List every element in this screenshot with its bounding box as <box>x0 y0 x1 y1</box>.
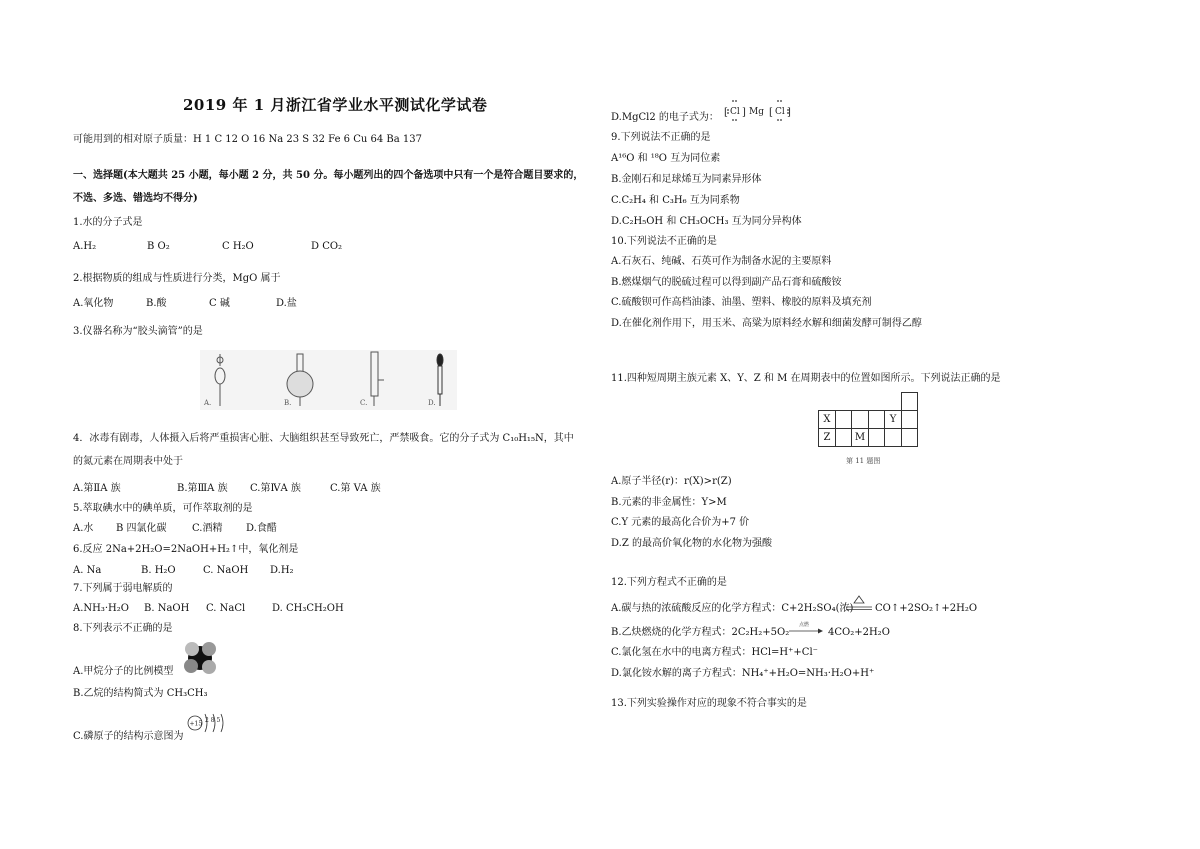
q11-option-c: C.Y 元素的最高化合价为+7 价 <box>611 517 750 528</box>
q12-stem: 12.下列方程式不正确的是 <box>611 577 727 588</box>
q6-stem: 6.反应 2Na+2H₂O=2NaOH+H₂↑中，氧化剂是 <box>73 544 299 555</box>
q7-option-c: C. NaCl <box>206 603 246 614</box>
svg-text:[: [ <box>724 107 728 118</box>
heat-condition-icon <box>845 595 873 613</box>
q1-option-a: A.H₂ <box>73 241 97 252</box>
q11-option-a: A.原子半径(r)：r(X)>r(Z) <box>611 476 732 487</box>
q12-option-b-left: B.乙炔燃烧的化学方程式：2C₂H₂+5O₂ <box>611 627 790 638</box>
pt-cell-x: X <box>819 411 836 429</box>
atom-nucleus-label: +15 <box>189 720 203 728</box>
q8-option-b: B.乙烷的结构简式为 CH₃CH₃ <box>73 688 208 699</box>
q2-stem: 2.根据物质的组成与性质进行分类，MgO 属于 <box>73 273 281 284</box>
mgcl2-electron-formula <box>723 98 793 122</box>
q1-stem: 1.水的分子式是 <box>73 217 143 228</box>
phosphorus-atom-diagram <box>186 710 230 736</box>
q1-option-c: C H₂O <box>222 241 254 252</box>
pt-cell-y: Y <box>885 411 902 429</box>
q3-instruments-figure <box>200 350 457 410</box>
q11-figure-caption: 第 11 题图 <box>846 457 881 465</box>
q7-option-d: D. CH₃CH₂OH <box>272 603 344 614</box>
q7-stem: 7.下列属于弱电解质的 <box>73 583 173 594</box>
mg-label: Mg <box>749 107 764 117</box>
q11-option-b: B.元素的非金属性：Y>M <box>611 497 727 508</box>
q5-stem: 5.萃取碘水中的碘单质，可作萃取剂的是 <box>73 503 253 514</box>
q6-option-a: A. Na <box>73 565 102 576</box>
q9-option-d: D.C₂H₅OH 和 CH₃OCH₃ 互为同分异构体 <box>611 216 802 227</box>
pt-cell-m: M <box>851 429 868 447</box>
q6-option-c: C. NaOH <box>203 565 249 576</box>
q4-option-d: C.第 VA 族 <box>330 483 381 494</box>
pipette-a-icon <box>215 354 225 406</box>
q5-option-b: B 四氯化碳 <box>116 523 167 534</box>
q11-periodic-table-figure <box>818 392 918 468</box>
dropper-d-icon <box>437 354 443 406</box>
q12-option-d: D.氯化铵水解的离子方程式：NH₄⁺+H₂O=NH₃·H₂O+H⁺ <box>611 668 875 679</box>
section-heading-line1: 一、选择题(本大题共 25 小题，每小题 2 分，共 50 分。每小题列出的四个备选项中只有一个是符合题目要求的， <box>73 170 584 181</box>
q2-option-a: A.氧化物 <box>73 298 114 309</box>
q4-option-c: C.第ⅣA 族 <box>250 483 301 494</box>
section-heading-line2: 不选、多选、错选均不得分) <box>73 193 198 204</box>
q8-option-c: C.磷原子的结构示意图为 <box>73 731 184 742</box>
q6-option-b: B. H₂O <box>141 565 176 576</box>
q12-option-b-right: 4CO₂+2H₂O <box>828 627 890 638</box>
page-title: 2019 年 1 月浙江省学业水平测试化学试卷 <box>183 96 488 114</box>
q1-option-d: D CO₂ <box>311 241 343 252</box>
q7-option-a: A.NH₃·H₂O <box>73 603 129 614</box>
q2-option-d: D.盐 <box>276 298 297 309</box>
q1-option-b: B O₂ <box>147 241 170 252</box>
pt-cell <box>901 393 917 411</box>
svg-text:]: ] <box>742 107 746 118</box>
q10-option-b: B.燃煤烟气的脱硫过程可以得到副产品石膏和硫酸铵 <box>611 277 842 288</box>
q8-option-d: D.MgCl2 的电子式为： <box>611 112 719 123</box>
q9-stem: 9.下列说法不正确的是 <box>611 132 711 143</box>
svg-text:[: [ <box>769 107 773 118</box>
q11-stem: 11.四种短周期主族元素 X、Y、Z 和 M 在周期表中的位置如图所示。下列说法正确的是 <box>611 373 1001 384</box>
cl-right-label: Cl <box>775 107 785 117</box>
q4-option-b: B.第ⅢA 族 <box>177 483 228 494</box>
cl-left-label: Cl <box>730 107 740 117</box>
q8-stem: 8.下列表示不正确的是 <box>73 623 173 634</box>
q5-option-c: C.酒精 <box>192 523 223 534</box>
q13-stem: 13.下列实验操作对应的现象不符合事实的是 <box>611 698 807 709</box>
q12-option-a-left: A.碳与热的浓硫酸反应的化学方程式：C+2H₂SO₄(浓) <box>611 603 854 614</box>
q3-label-a: A. <box>204 399 212 407</box>
q10-option-d: D.在催化剂作用下，用玉米、高粱为原料经水解和细菌发酵可制得乙醇 <box>611 318 922 329</box>
q7-option-b: B. NaOH <box>144 603 190 614</box>
svg-text:]: ] <box>787 107 791 118</box>
q5-option-a: A.水 <box>73 523 94 534</box>
burette-c-icon <box>371 352 384 406</box>
q11-option-d: D.Z 的最高价氧化物的水化物为强酸 <box>611 538 772 549</box>
q3-label-b: B. <box>284 399 292 407</box>
q10-stem: 10.下列说法不正确的是 <box>611 236 717 247</box>
ignite-condition-label: 点燃 <box>799 622 810 628</box>
q3-label-d: D. <box>428 399 436 407</box>
q5-option-d: D.食醋 <box>246 523 277 534</box>
q2-option-c: C 碱 <box>209 298 230 309</box>
q9-option-c: C.C₂H₄ 和 C₃H₆ 互为同系物 <box>611 195 740 206</box>
q12-option-c: C.氯化氢在水中的电离方程式：HCl=H⁺+Cl⁻ <box>611 647 818 658</box>
pt-cell-z: Z <box>819 429 836 447</box>
atomic-masses: 可能用到的相对原子质量：H 1 C 12 O 16 Na 23 S 32 Fe 6 Cu 64 Ba 137 <box>73 134 422 145</box>
atom-shell-label: 2 8 5 <box>205 717 221 724</box>
q4-stem-line2: 的氮元素在周期表中处于 <box>73 456 183 467</box>
q2-option-b: B.酸 <box>146 298 167 309</box>
q3-stem: 3.仪器名称为“胶头滴管”的是 <box>73 326 203 337</box>
q10-option-a: A.石灰石、纯碱、石英可作为制备水泥的主要原料 <box>611 256 832 267</box>
q9-option-a: A¹⁶O 和 ¹⁸O 互为同位素 <box>611 153 721 164</box>
q4-option-a: A.第ⅡA 族 <box>73 483 121 494</box>
ignite-arrow-icon <box>788 620 824 636</box>
q9-option-b: B.金刚石和足球烯互为同素异形体 <box>611 174 762 185</box>
q8-option-a: A.甲烷分子的比例模型 <box>73 666 174 677</box>
methane-model-icon <box>182 640 218 676</box>
q3-label-c: C. <box>360 399 368 407</box>
q4-stem-line1: 4．冰毒有剧毒，人体摄入后将严重损害心脏、大脑组织甚至导致死亡，严禁吸食。它的分子式为 C₁₀H₁₅N，其中 <box>73 433 574 444</box>
q12-option-a-right: CO↑+2SO₂↑+2H₂O <box>875 603 978 614</box>
q6-option-d: D.H₂ <box>270 565 294 576</box>
q10-option-c: C.硫酸钡可作高档油漆、油墨、塑料、橡胶的原料及填充剂 <box>611 297 872 308</box>
